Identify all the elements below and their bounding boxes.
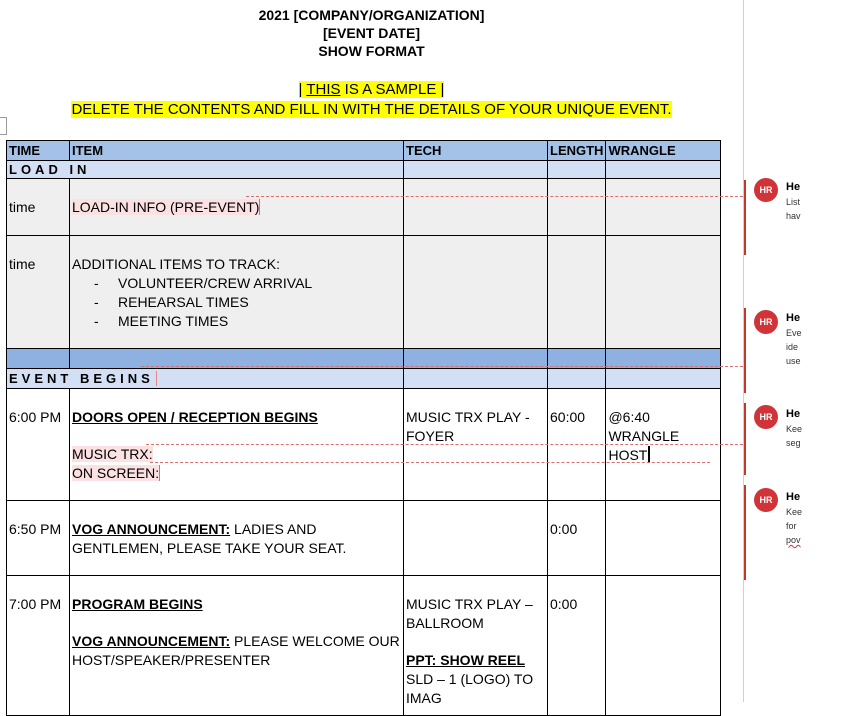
header-length: LENGTH (548, 141, 606, 161)
vog-text: PLEASE WELCOME OUR HOST/SPEAKER/PRESENTER (72, 633, 400, 668)
show-format-table (6, 140, 721, 716)
comment-bar (744, 180, 746, 255)
document-title-line2: [EVENT DATE] (323, 25, 420, 41)
length-cell[interactable]: 0:00 (548, 576, 606, 716)
item-title: ADDITIONAL ITEMS TO TRACK: (72, 256, 280, 272)
wrangle-cell[interactable] (606, 576, 721, 716)
list-item: - REHEARSAL TIMES (94, 293, 401, 312)
tech-cell[interactable] (404, 236, 548, 349)
time-cell[interactable]: time (7, 179, 70, 236)
comment-text: List hav (786, 197, 801, 221)
table-row (7, 501, 721, 576)
section-row-load-in (7, 161, 721, 179)
time-cell[interactable]: 6:00 PM (7, 389, 70, 501)
vog-title: VOG ANNOUNCEMENT: (72, 633, 231, 649)
table-row (7, 179, 721, 236)
item-cell[interactable] (70, 576, 404, 716)
item-list (72, 274, 401, 331)
wrangle-cell[interactable] (606, 236, 721, 349)
tech-cell[interactable]: MUSIC TRX PLAY - FOYER (404, 389, 548, 501)
section-row-event-begins (7, 369, 721, 389)
header-wrangle: WRANGLE (606, 141, 721, 161)
comment-connector-line (141, 366, 743, 367)
comment-text: Kee seg (786, 424, 803, 448)
comment-connector-line (150, 462, 710, 463)
document-title-line1: 2021 [COMPANY/ORGANIZATION] (258, 7, 485, 23)
time-cell[interactable]: 7:00 PM (7, 576, 70, 716)
wrangle-text: WRANGLE HOST (608, 428, 680, 463)
list-item: - MEETING TIMES (94, 312, 401, 331)
list-item: - VOLUNTEER/CREW ARRIVAL (94, 274, 401, 293)
section-label-load-in: LOAD IN (9, 162, 91, 177)
time-cell[interactable]: 6:50 PM (7, 501, 70, 576)
comment-author: He (786, 312, 801, 324)
sample-notice: | THIS IS A SAMPLE | (298, 81, 445, 98)
comment-connector-line (246, 196, 743, 197)
text-cursor (648, 446, 650, 463)
tech-text: SLD – 1 (LOGO) TO IMAG (406, 671, 534, 706)
comment-bar (744, 308, 746, 393)
tech-ppt: PPT: SHOW REEL (406, 652, 526, 668)
item-title: VOG ANNOUNCEMENT: (72, 521, 231, 537)
comment-bar (744, 403, 746, 475)
wrangle-cell[interactable] (606, 179, 721, 236)
comment-connector-line (146, 444, 743, 445)
header-time: TIME (7, 141, 70, 161)
table-row (7, 576, 721, 716)
table-move-handle-icon[interactable] (0, 117, 7, 135)
wrangle-time: @6:40 (608, 409, 650, 425)
commented-text[interactable]: LOAD-IN INFO (PRE-EVENT) (72, 198, 260, 215)
tech-text: MUSIC TRX PLAY – BALLROOM (406, 596, 533, 631)
item-title: PROGRAM BEGINS (72, 596, 203, 612)
length-cell[interactable] (548, 236, 606, 349)
time-cell[interactable]: time (7, 236, 70, 349)
item-cell[interactable] (70, 501, 404, 576)
comment-author: He (786, 491, 801, 503)
tech-cell[interactable] (404, 179, 548, 236)
comment-text: Kee for pov (786, 507, 803, 545)
commented-text-music[interactable]: MUSIC TRX: (72, 446, 153, 462)
document-title-line3: SHOW FORMAT (318, 43, 425, 59)
comments-pane (744, 0, 803, 702)
tech-cell[interactable] (404, 576, 548, 716)
sample-underlined-word: THIS (306, 81, 341, 98)
section-label-event-begins: EVENT BEGINS (9, 371, 157, 386)
comment-avatar[interactable]: HR (754, 405, 778, 429)
table-row (7, 236, 721, 349)
comment-bar (744, 485, 746, 580)
comment-text: Eve ide use (786, 328, 802, 366)
instruction-line: DELETE THE CONTENTS AND FILL IN WITH THE DETAILS OF YOUR UNIQUE EVENT. (71, 101, 672, 118)
length-cell[interactable] (548, 179, 606, 236)
item-cell[interactable] (70, 179, 404, 236)
item-cell[interactable] (70, 236, 404, 349)
comment-avatar[interactable]: HR (754, 310, 778, 334)
comment-author: He (786, 408, 801, 420)
commented-text-screen[interactable]: ON SCREEN: (72, 465, 160, 481)
header-item: ITEM (70, 141, 404, 161)
table-header-row (7, 141, 721, 161)
length-cell[interactable]: 0:00 (548, 501, 606, 576)
header-tech: TECH (404, 141, 548, 161)
length-cell[interactable]: 60:00 (548, 389, 606, 501)
comment-avatar[interactable]: HR (754, 488, 778, 512)
comment-author: He (786, 181, 801, 193)
comment-avatar[interactable]: HR (754, 178, 778, 202)
tech-cell[interactable] (404, 501, 548, 576)
item-text: LADIES AND GENTLEMEN, PLEASE TAKE YOUR SEAT. (72, 521, 347, 556)
wrangle-cell[interactable] (606, 501, 721, 576)
item-title: DOORS OPEN / RECEPTION BEGINS (72, 409, 318, 425)
